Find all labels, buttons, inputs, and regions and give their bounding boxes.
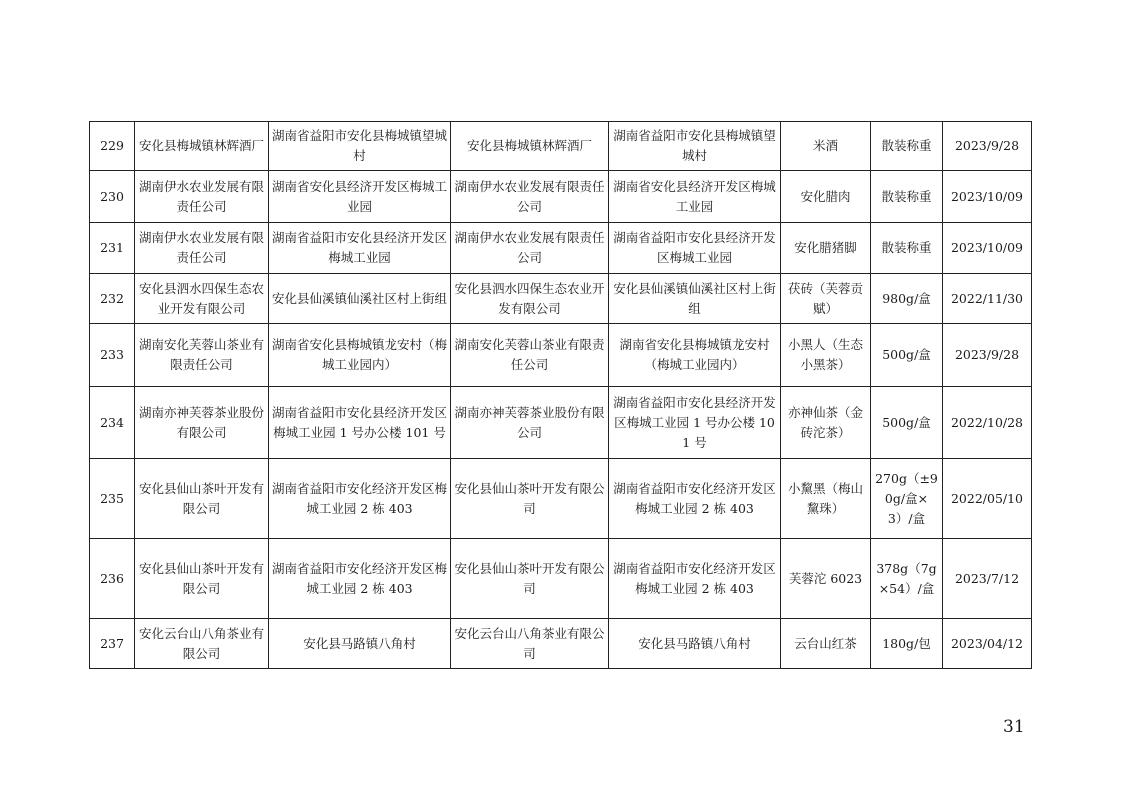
table-row (90, 619, 1032, 669)
cell-no: 230 (90, 171, 135, 223)
cell-manufacturer-address: 湖南省益阳市安化县经济开发区梅城工业园 (609, 223, 781, 274)
cell-manufacturer-address: 安化县马路镇八角村 (609, 619, 781, 669)
cell-product: 安化腊肉 (781, 171, 871, 223)
table-row (90, 223, 1032, 274)
cell-manufacturer: 湖南安化芙蓉山茶业有限责任公司 (451, 324, 609, 387)
table-row (90, 387, 1032, 459)
cell-producer: 湖南伊水农业发展有限责任公司 (135, 223, 269, 274)
cell-product: 小黧黑（梅山黧珠） (781, 459, 871, 539)
cell-manufacturer-address: 湖南省益阳市安化经济开发区梅城工业园 2 栋 403 (609, 539, 781, 619)
cell-producer-address: 湖南省安化县梅城镇龙安村（梅城工业园内） (269, 324, 451, 387)
cell-date: 2023/7/12 (943, 539, 1032, 619)
cell-manufacturer: 湖南伊水农业发展有限责任公司 (451, 171, 609, 223)
cell-producer-address: 湖南省益阳市安化县梅城镇望城村 (269, 122, 451, 171)
cell-producer-address: 湖南省益阳市安化县经济开发区梅城工业园 (269, 223, 451, 274)
cell-no: 234 (90, 387, 135, 459)
cell-no: 229 (90, 122, 135, 171)
cell-producer: 安化云台山八角茶业有限公司 (135, 619, 269, 669)
cell-date: 2022/05/10 (943, 459, 1032, 539)
page-number: 31 (1003, 717, 1025, 737)
records-sheet (89, 121, 1031, 669)
cell-no: 233 (90, 324, 135, 387)
cell-spec: 散装称重 (871, 122, 943, 171)
cell-product: 芙蓉沱 6023 (781, 539, 871, 619)
cell-product: 茯砖（芙蓉贡赋） (781, 274, 871, 324)
cell-producer: 湖南伊水农业发展有限责任公司 (135, 171, 269, 223)
table-row (90, 539, 1032, 619)
cell-spec: 500g/盒 (871, 324, 943, 387)
cell-manufacturer: 安化县梅城镇林辉酒厂 (451, 122, 609, 171)
records-table (89, 121, 1032, 669)
table-row (90, 274, 1032, 324)
cell-manufacturer: 安化县仙山茶叶开发有限公司 (451, 539, 609, 619)
cell-date: 2023/10/09 (943, 171, 1032, 223)
cell-producer-address: 湖南省益阳市安化经济开发区梅城工业园 2 栋 403 (269, 539, 451, 619)
cell-manufacturer-address: 湖南省益阳市安化经济开发区梅城工业园 2 栋 403 (609, 459, 781, 539)
cell-manufacturer: 湖南伊水农业发展有限责任公司 (451, 223, 609, 274)
cell-product: 安化腊猪脚 (781, 223, 871, 274)
cell-spec: 378g（7g×54）/盒 (871, 539, 943, 619)
cell-manufacturer: 湖南亦神芙蓉茶业股份有限公司 (451, 387, 609, 459)
cell-product: 云台山红茶 (781, 619, 871, 669)
cell-no: 237 (90, 619, 135, 669)
cell-manufacturer-address: 湖南省益阳市安化县经济开发区梅城工业园 1 号办公楼 101 号 (609, 387, 781, 459)
cell-manufacturer-address: 湖南省安化县经济开发区梅城工业园 (609, 171, 781, 223)
cell-date: 2022/11/30 (943, 274, 1032, 324)
cell-spec: 散装称重 (871, 223, 943, 274)
table-row (90, 324, 1032, 387)
cell-spec: 散装称重 (871, 171, 943, 223)
cell-no: 232 (90, 274, 135, 324)
cell-no: 231 (90, 223, 135, 274)
cell-producer-address: 安化县马路镇八角村 (269, 619, 451, 669)
cell-manufacturer-address: 湖南省安化县梅城镇龙安村（梅城工业园内） (609, 324, 781, 387)
cell-producer-address: 安化县仙溪镇仙溪社区村上街组 (269, 274, 451, 324)
cell-spec: 980g/盒 (871, 274, 943, 324)
cell-producer: 安化县梅城镇林辉酒厂 (135, 122, 269, 171)
cell-producer: 湖南亦神芙蓉茶业股份有限公司 (135, 387, 269, 459)
cell-producer-address: 湖南省益阳市安化县经济开发区梅城工业园 1 号办公楼 101 号 (269, 387, 451, 459)
cell-producer: 安化县仙山茶叶开发有限公司 (135, 539, 269, 619)
cell-producer-address: 湖南省安化县经济开发区梅城工业园 (269, 171, 451, 223)
cell-product: 小黑人（生态小黑茶） (781, 324, 871, 387)
cell-spec: 500g/盒 (871, 387, 943, 459)
cell-no: 236 (90, 539, 135, 619)
cell-manufacturer-address: 湖南省益阳市安化县梅城镇望城村 (609, 122, 781, 171)
cell-producer: 安化县泗水四保生态农业开发有限公司 (135, 274, 269, 324)
cell-product: 亦神仙茶（金砖沱茶） (781, 387, 871, 459)
cell-manufacturer: 安化云台山八角茶业有限公司 (451, 619, 609, 669)
cell-spec: 180g/包 (871, 619, 943, 669)
cell-date: 2023/9/28 (943, 324, 1032, 387)
table-row (90, 122, 1032, 171)
cell-manufacturer-address: 安化县仙溪镇仙溪社区村上街组 (609, 274, 781, 324)
table-row (90, 459, 1032, 539)
cell-spec: 270g（±90g/盒×3）/盒 (871, 459, 943, 539)
table-row (90, 171, 1032, 223)
cell-producer-address: 湖南省益阳市安化经济开发区梅城工业园 2 栋 403 (269, 459, 451, 539)
cell-date: 2022/10/28 (943, 387, 1032, 459)
cell-product: 米酒 (781, 122, 871, 171)
cell-manufacturer: 安化县泗水四保生态农业开发有限公司 (451, 274, 609, 324)
cell-manufacturer: 安化县仙山茶叶开发有限公司 (451, 459, 609, 539)
cell-date: 2023/9/28 (943, 122, 1032, 171)
cell-date: 2023/04/12 (943, 619, 1032, 669)
cell-producer: 湖南安化芙蓉山茶业有限责任公司 (135, 324, 269, 387)
cell-producer: 安化县仙山茶叶开发有限公司 (135, 459, 269, 539)
cell-date: 2023/10/09 (943, 223, 1032, 274)
cell-no: 235 (90, 459, 135, 539)
